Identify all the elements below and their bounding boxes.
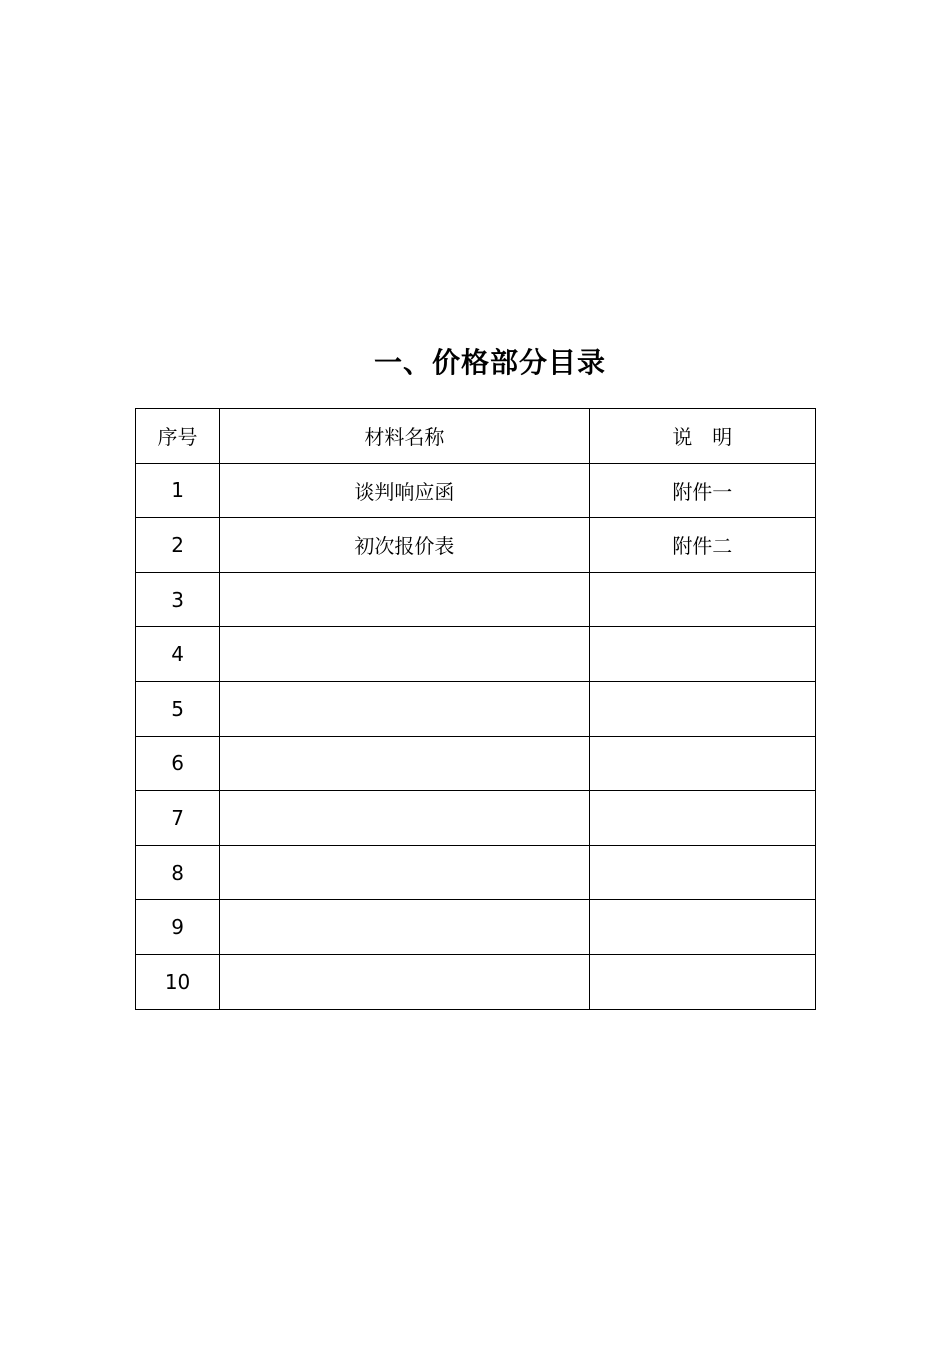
header-index: 序号	[136, 409, 220, 464]
row-material-name	[220, 900, 590, 955]
row-material-name	[220, 791, 590, 846]
row-index: 1	[136, 463, 220, 518]
table-row	[136, 900, 816, 955]
page-title: 一、价格部分目录	[373, 346, 606, 379]
row-material-name	[220, 954, 590, 1009]
row-index: 8	[136, 845, 220, 900]
row-index: 7	[136, 791, 220, 846]
table-row	[136, 845, 816, 900]
row-description: 附件一	[589, 463, 815, 518]
table-row	[136, 463, 816, 518]
header-description: 说 明	[589, 409, 815, 464]
row-description	[589, 954, 815, 1009]
table-row	[136, 572, 816, 627]
row-material-name	[220, 572, 590, 627]
row-index: 2	[136, 518, 220, 573]
row-description	[589, 845, 815, 900]
table-row	[136, 681, 816, 736]
row-description	[589, 791, 815, 846]
row-description: 附件二	[589, 518, 815, 573]
row-material-name	[220, 736, 590, 791]
row-description	[589, 736, 815, 791]
header-material-name: 材料名称	[220, 409, 590, 464]
table-row	[136, 518, 816, 573]
row-material-name	[220, 627, 590, 682]
row-description	[589, 627, 815, 682]
catalog-table	[135, 408, 816, 1010]
table-row	[136, 954, 816, 1009]
row-description	[589, 681, 815, 736]
row-material-name: 初次报价表	[220, 518, 590, 573]
row-index: 6	[136, 736, 220, 791]
table-row	[136, 736, 816, 791]
row-material-name	[220, 845, 590, 900]
table-header-row	[136, 409, 816, 464]
row-index: 4	[136, 627, 220, 682]
row-material-name: 谈判响应函	[220, 463, 590, 518]
row-description	[589, 572, 815, 627]
table-row	[136, 791, 816, 846]
row-index: 5	[136, 681, 220, 736]
table-row	[136, 627, 816, 682]
row-index: 10	[136, 954, 220, 1009]
row-material-name	[220, 681, 590, 736]
row-description	[589, 900, 815, 955]
row-index: 3	[136, 572, 220, 627]
row-index: 9	[136, 900, 220, 955]
